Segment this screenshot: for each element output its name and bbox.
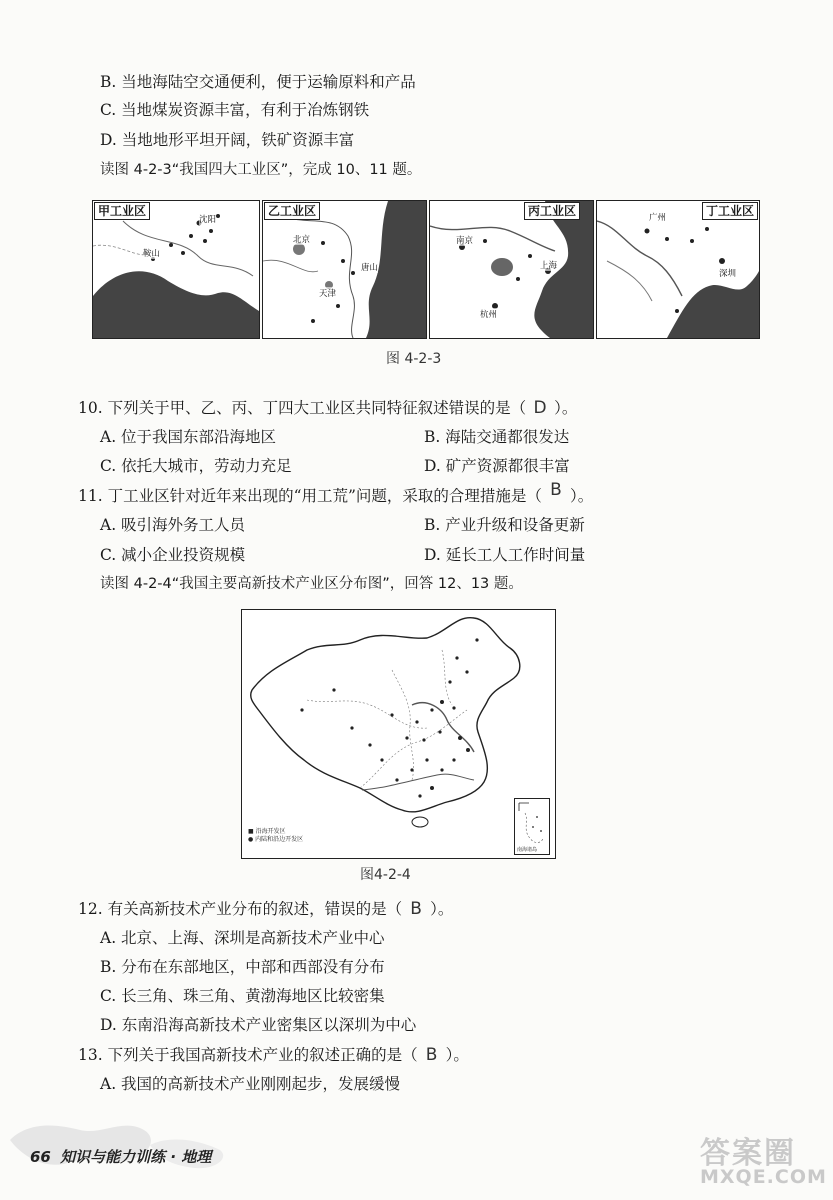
q11-stem [78,480,594,506]
q10-answer: D [533,398,547,418]
q9-option-c: C. 当地煤炭资源丰富，有利于冶炼钢铁 [100,101,370,119]
q9-option-d: D. 当地地形平坦开阔，铁矿资源丰富 [100,131,355,149]
figure-4-2-4 [241,609,556,859]
q12-stem-end: ）。 [430,900,454,918]
watermark-line-2: MXQE.COM [700,1166,827,1188]
panel-yi [262,200,427,339]
city-nanjing: 南京 [456,236,474,246]
panel-bing-map [430,201,593,338]
q12-option-a: A. 北京、上海、深圳是高新技术产业中心 [100,929,385,947]
q13-option-a: A. 我国的高新技术产业刚刚起步，发展缓慢 [100,1075,401,1093]
page-footer [30,1146,211,1167]
china-map [242,610,555,858]
legend-coastal: ■ 沿海开发区 [248,828,286,835]
watermark [700,1128,828,1196]
q12-option-b: B. 分布在东部地区，中部和西部没有分布 [100,958,385,976]
q13-answer: B [425,1045,438,1065]
city-shanghai: 上海 [540,261,558,271]
city-tianjin: 天津 [319,289,337,299]
panel-jia [92,200,260,339]
q10-option-c: C. 依托大城市，劳动力充足 [100,457,292,475]
q12-option-d: D. 东南沿海高新技术产业密集区以深圳为中心 [100,1016,417,1034]
city-guangzhou: 广州 [649,213,667,223]
panel-yi-label: 乙工业区 [264,202,320,220]
q9-option-b: B. 当地海陆空交通便利，便于运输原料和产品 [100,73,416,91]
q11-answer: B [550,480,562,500]
panel-ding-label: 丁工业区 [702,202,758,220]
q13-stem-text: 13. 下列关于我国高新技术产业的叙述正确的是（ [78,1046,418,1064]
inset-label: 南海诸岛 [517,847,538,853]
panel-bing [429,200,594,339]
watermark-line-1: 答案圈 [700,1136,796,1171]
q12-option-c: C. 长三角、珠三角、黄渤海地区比较密集 [100,987,385,1005]
q11-option-c: C. 减小企业投资规模 [100,546,246,564]
figure-1-caption: 图 4-2-3 [386,351,442,367]
q11-option-b: B. 产业升级和设备更新 [424,516,585,534]
q11-stem-end: ）。 [569,487,594,505]
panel-yi-map [263,201,426,338]
q13-stem [78,1045,469,1065]
q12-stem-text: 12. 有关高新技术产业分布的叙述，错误的是（ [78,900,403,918]
q10-option-b: B. 海陆交通都很发达 [424,428,570,446]
q11-option-a: A. 吸引海外务工人员 [100,516,246,534]
legend-inland: ● 内陆和沿边开发区 [248,836,304,843]
q13-stem-end: ）。 [445,1046,469,1064]
city-anshan: 鞍山 [143,249,161,259]
panel-bing-label: 丙工业区 [524,202,580,220]
page-number: 66 [30,1148,51,1166]
q11-option-d: D. 延长工人工作时间量 [424,546,586,564]
footer-world-map-decoration [0,1100,300,1190]
q10-stem-end: ）。 [554,399,578,417]
figure-1-intro: 读图 4-2-3“我国四大工业区”，完成 10、11 题。 [100,162,422,178]
city-shenzhen: 深圳 [719,269,737,279]
panel-jia-map [93,201,259,338]
south-china-sea-inset [514,798,550,855]
figure-2-caption: 图4-2-4 [360,867,411,883]
q11-stem-text: 11. 丁工业区针对近年来出现的“用工荒”问题，采取的合理措施是（ [78,487,542,505]
city-tangshan: 唐山 [361,263,379,273]
panel-ding [596,200,760,339]
city-hangzhou: 杭州 [480,310,498,320]
panel-jia-label: 甲工业区 [94,202,150,220]
q10-option-d: D. 矿产资源都很丰富 [424,457,570,475]
q12-answer: B [410,899,422,919]
city-shenyang: 沈阳 [199,215,217,225]
book-title: 知识与能力训练 · 地理 [60,1148,212,1166]
q10-option-a: A. 位于我国东部沿海地区 [100,428,277,446]
figure-2-intro: 读图 4-2-4“我国主要高新技术产业区分布图”，回答 12、13 题。 [100,576,523,592]
city-beijing: 北京 [293,235,311,245]
q10-stem [78,398,577,418]
q10-stem-text: 10. 下列关于甲、乙、丙、丁四大工业区共同特征叙述错误的是（ [78,399,527,417]
map-legend [248,828,303,844]
q12-stem [78,899,453,919]
